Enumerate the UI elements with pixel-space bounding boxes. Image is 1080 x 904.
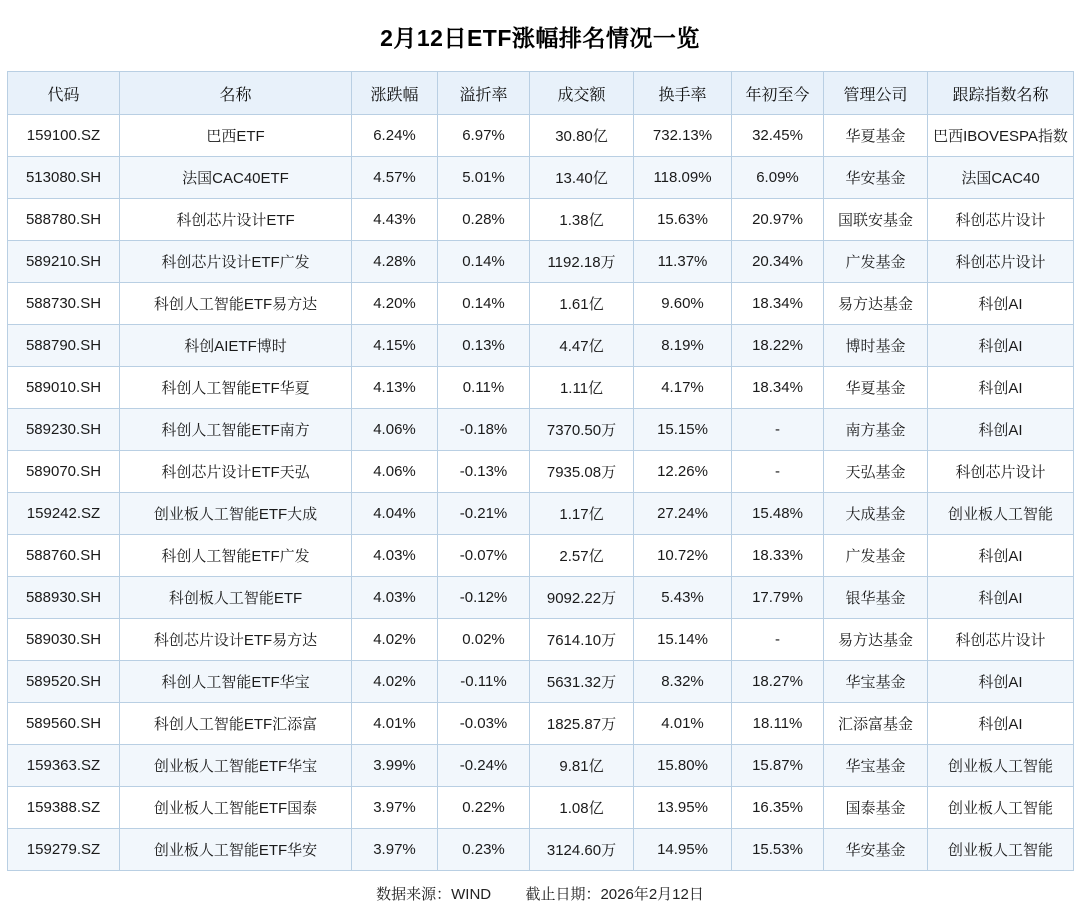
table-row xyxy=(8,829,1074,871)
cell-name: 创业板人工智能ETF国泰 xyxy=(120,787,352,829)
cell-ytd: 18.27% xyxy=(732,661,824,703)
cell-turnover: 9.60% xyxy=(634,283,732,325)
page-title: 2月12日ETF涨幅排名情况一览 xyxy=(380,25,700,51)
cell-amount: 5631.32万 xyxy=(530,661,634,703)
cell-code: 589070.SH xyxy=(8,451,120,493)
cell-turnover: 15.63% xyxy=(634,199,732,241)
cell-ytd: 15.48% xyxy=(732,493,824,535)
cell-ytd: 15.87% xyxy=(732,745,824,787)
cell-manager: 易方达基金 xyxy=(824,619,928,661)
cell-premium: 0.02% xyxy=(438,619,530,661)
cell-change: 4.02% xyxy=(352,619,438,661)
table-row xyxy=(8,577,1074,619)
table-row xyxy=(8,619,1074,661)
cell-name: 科创板人工智能ETF xyxy=(120,577,352,619)
table-row xyxy=(8,199,1074,241)
table-row xyxy=(8,451,1074,493)
cell-change: 4.03% xyxy=(352,535,438,577)
table-header xyxy=(8,72,1074,115)
cell-code: 589520.SH xyxy=(8,661,120,703)
cell-premium: 0.22% xyxy=(438,787,530,829)
column-header-code: 代码 xyxy=(8,72,120,115)
cell-change: 4.03% xyxy=(352,577,438,619)
cell-manager: 大成基金 xyxy=(824,493,928,535)
cell-amount: 9092.22万 xyxy=(530,577,634,619)
cell-turnover: 8.19% xyxy=(634,325,732,367)
table-row xyxy=(8,157,1074,199)
footer-note xyxy=(0,871,1080,904)
cell-code: 589010.SH xyxy=(8,367,120,409)
cell-name: 科创芯片设计ETF天弘 xyxy=(120,451,352,493)
cell-change: 4.43% xyxy=(352,199,438,241)
table-row xyxy=(8,115,1074,157)
cell-ytd: 18.22% xyxy=(732,325,824,367)
table-row xyxy=(8,325,1074,367)
cell-manager: 天弘基金 xyxy=(824,451,928,493)
cell-amount: 4.47亿 xyxy=(530,325,634,367)
cell-name: 创业板人工智能ETF华宝 xyxy=(120,745,352,787)
cell-premium: -0.24% xyxy=(438,745,530,787)
cell-ytd: 18.34% xyxy=(732,283,824,325)
cell-premium: -0.18% xyxy=(438,409,530,451)
cell-amount: 1.61亿 xyxy=(530,283,634,325)
cell-manager: 银华基金 xyxy=(824,577,928,619)
column-header-premium: 溢折率 xyxy=(438,72,530,115)
cell-code: 588760.SH xyxy=(8,535,120,577)
column-header-ytd: 年初至今 xyxy=(732,72,824,115)
cell-index: 科创芯片设计 xyxy=(928,451,1074,493)
cell-name: 科创人工智能ETF广发 xyxy=(120,535,352,577)
cell-index: 法国CAC40 xyxy=(928,157,1074,199)
cell-turnover: 11.37% xyxy=(634,241,732,283)
table-row xyxy=(8,493,1074,535)
cell-premium: -0.13% xyxy=(438,451,530,493)
table-row xyxy=(8,745,1074,787)
cell-turnover: 15.80% xyxy=(634,745,732,787)
cell-manager: 华安基金 xyxy=(824,829,928,871)
cell-index: 科创AI xyxy=(928,283,1074,325)
cell-turnover: 15.14% xyxy=(634,619,732,661)
cell-change: 3.99% xyxy=(352,745,438,787)
cell-turnover: 118.09% xyxy=(634,157,732,199)
cell-premium: -0.11% xyxy=(438,661,530,703)
cell-change: 4.06% xyxy=(352,409,438,451)
cell-change: 3.97% xyxy=(352,829,438,871)
cell-name: 法国CAC40ETF xyxy=(120,157,352,199)
cell-manager: 国联安基金 xyxy=(824,199,928,241)
cell-code: 589560.SH xyxy=(8,703,120,745)
cell-change: 3.97% xyxy=(352,787,438,829)
cell-manager: 易方达基金 xyxy=(824,283,928,325)
cell-index: 科创芯片设计 xyxy=(928,199,1074,241)
cell-premium: 0.28% xyxy=(438,199,530,241)
cell-index: 科创AI xyxy=(928,577,1074,619)
cell-turnover: 732.13% xyxy=(634,115,732,157)
cell-amount: 7935.08万 xyxy=(530,451,634,493)
cell-amount: 1.11亿 xyxy=(530,367,634,409)
cell-amount: 1.38亿 xyxy=(530,199,634,241)
cell-ytd: 18.33% xyxy=(732,535,824,577)
table-header-row xyxy=(8,72,1074,115)
cell-index: 科创AI xyxy=(928,535,1074,577)
cell-index: 科创AI xyxy=(928,367,1074,409)
cell-code: 159388.SZ xyxy=(8,787,120,829)
cell-index: 科创AI xyxy=(928,661,1074,703)
cell-premium: 0.14% xyxy=(438,283,530,325)
cell-ytd: - xyxy=(732,451,824,493)
cell-name: 科创人工智能ETF南方 xyxy=(120,409,352,451)
cell-turnover: 15.15% xyxy=(634,409,732,451)
cell-amount: 3124.60万 xyxy=(530,829,634,871)
cell-amount: 7370.50万 xyxy=(530,409,634,451)
cell-index: 创业板人工智能 xyxy=(928,493,1074,535)
etf-ranking-table xyxy=(7,71,1074,871)
cell-premium: -0.03% xyxy=(438,703,530,745)
cell-turnover: 5.43% xyxy=(634,577,732,619)
cell-premium: -0.12% xyxy=(438,577,530,619)
cell-code: 588930.SH xyxy=(8,577,120,619)
cell-name: 巴西ETF xyxy=(120,115,352,157)
cell-code: 588730.SH xyxy=(8,283,120,325)
cell-name: 科创芯片设计ETF xyxy=(120,199,352,241)
cell-manager: 华安基金 xyxy=(824,157,928,199)
cell-amount: 7614.10万 xyxy=(530,619,634,661)
table-row xyxy=(8,787,1074,829)
cell-premium: 6.97% xyxy=(438,115,530,157)
table-row xyxy=(8,409,1074,451)
table-row xyxy=(8,283,1074,325)
table-row xyxy=(8,535,1074,577)
table-body xyxy=(8,115,1074,871)
cutoff-date-label: 截止日期：2026年2月12日 xyxy=(525,886,704,903)
cell-name: 创业板人工智能ETF大成 xyxy=(120,493,352,535)
cell-change: 4.15% xyxy=(352,325,438,367)
cell-ytd: 20.97% xyxy=(732,199,824,241)
cell-manager: 汇添富基金 xyxy=(824,703,928,745)
cell-turnover: 13.95% xyxy=(634,787,732,829)
cell-premium: 0.23% xyxy=(438,829,530,871)
cell-name: 科创人工智能ETF易方达 xyxy=(120,283,352,325)
column-header-turnover: 换手率 xyxy=(634,72,732,115)
cell-change: 6.24% xyxy=(352,115,438,157)
column-header-amount: 成交额 xyxy=(530,72,634,115)
cell-change: 4.28% xyxy=(352,241,438,283)
cell-change: 4.20% xyxy=(352,283,438,325)
cell-name: 科创芯片设计ETF广发 xyxy=(120,241,352,283)
cell-premium: 0.14% xyxy=(438,241,530,283)
cell-change: 4.13% xyxy=(352,367,438,409)
cell-amount: 9.81亿 xyxy=(530,745,634,787)
cell-change: 4.02% xyxy=(352,661,438,703)
cell-code: 589230.SH xyxy=(8,409,120,451)
cell-name: 科创AIETF博时 xyxy=(120,325,352,367)
cell-ytd: 17.79% xyxy=(732,577,824,619)
cell-manager: 广发基金 xyxy=(824,241,928,283)
cell-manager: 华夏基金 xyxy=(824,367,928,409)
column-header-index: 跟踪指数名称 xyxy=(928,72,1074,115)
cell-premium: -0.07% xyxy=(438,535,530,577)
cell-ytd: - xyxy=(732,619,824,661)
cell-code: 589030.SH xyxy=(8,619,120,661)
cell-premium: 5.01% xyxy=(438,157,530,199)
cell-code: 159279.SZ xyxy=(8,829,120,871)
cell-code: 588790.SH xyxy=(8,325,120,367)
cell-ytd: 16.35% xyxy=(732,787,824,829)
cell-manager: 博时基金 xyxy=(824,325,928,367)
cell-index: 科创芯片设计 xyxy=(928,241,1074,283)
cell-ytd: 18.34% xyxy=(732,367,824,409)
cell-turnover: 12.26% xyxy=(634,451,732,493)
cell-manager: 华夏基金 xyxy=(824,115,928,157)
cell-premium: 0.13% xyxy=(438,325,530,367)
cell-change: 4.06% xyxy=(352,451,438,493)
cell-amount: 1192.18万 xyxy=(530,241,634,283)
cell-amount: 2.57亿 xyxy=(530,535,634,577)
cell-manager: 华宝基金 xyxy=(824,661,928,703)
data-source-label: 数据来源：WIND xyxy=(376,886,492,903)
cell-ytd: 6.09% xyxy=(732,157,824,199)
cell-amount: 1.17亿 xyxy=(530,493,634,535)
cell-code: 159242.SZ xyxy=(8,493,120,535)
column-header-name: 名称 xyxy=(120,72,352,115)
cell-index: 科创AI xyxy=(928,409,1074,451)
cell-code: 588780.SH xyxy=(8,199,120,241)
cell-name: 创业板人工智能ETF华安 xyxy=(120,829,352,871)
cell-code: 513080.SH xyxy=(8,157,120,199)
cell-index: 创业板人工智能 xyxy=(928,745,1074,787)
cell-turnover: 27.24% xyxy=(634,493,732,535)
cell-name: 科创人工智能ETF华宝 xyxy=(120,661,352,703)
cell-change: 4.04% xyxy=(352,493,438,535)
cell-change: 4.01% xyxy=(352,703,438,745)
cell-manager: 华宝基金 xyxy=(824,745,928,787)
table-row xyxy=(8,241,1074,283)
table-row xyxy=(8,703,1074,745)
table-row xyxy=(8,661,1074,703)
cell-turnover: 8.32% xyxy=(634,661,732,703)
cell-index: 创业板人工智能 xyxy=(928,829,1074,871)
cell-name: 科创人工智能ETF汇添富 xyxy=(120,703,352,745)
cell-index: 科创AI xyxy=(928,325,1074,367)
cell-name: 科创人工智能ETF华夏 xyxy=(120,367,352,409)
column-header-change: 涨跌幅 xyxy=(352,72,438,115)
column-header-manager: 管理公司 xyxy=(824,72,928,115)
cell-amount: 30.80亿 xyxy=(530,115,634,157)
cell-manager: 南方基金 xyxy=(824,409,928,451)
cell-amount: 1825.87万 xyxy=(530,703,634,745)
cell-code: 159363.SZ xyxy=(8,745,120,787)
cell-manager: 国泰基金 xyxy=(824,787,928,829)
cell-amount: 1.08亿 xyxy=(530,787,634,829)
cell-index: 创业板人工智能 xyxy=(928,787,1074,829)
cell-premium: 0.11% xyxy=(438,367,530,409)
cell-ytd: 20.34% xyxy=(732,241,824,283)
cell-manager: 广发基金 xyxy=(824,535,928,577)
cell-turnover: 4.17% xyxy=(634,367,732,409)
cell-ytd: - xyxy=(732,409,824,451)
table-row xyxy=(8,367,1074,409)
cell-turnover: 10.72% xyxy=(634,535,732,577)
cell-ytd: 15.53% xyxy=(732,829,824,871)
cell-index: 巴西IBOVESPA指数 xyxy=(928,115,1074,157)
cell-code: 589210.SH xyxy=(8,241,120,283)
cell-name: 科创芯片设计ETF易方达 xyxy=(120,619,352,661)
cell-change: 4.57% xyxy=(352,157,438,199)
cell-ytd: 18.11% xyxy=(732,703,824,745)
cell-turnover: 4.01% xyxy=(634,703,732,745)
cell-turnover: 14.95% xyxy=(634,829,732,871)
cell-code: 159100.SZ xyxy=(8,115,120,157)
cell-index: 科创芯片设计 xyxy=(928,619,1074,661)
cell-index: 科创AI xyxy=(928,703,1074,745)
cell-ytd: 32.45% xyxy=(732,115,824,157)
cell-amount: 13.40亿 xyxy=(530,157,634,199)
cell-premium: -0.21% xyxy=(438,493,530,535)
